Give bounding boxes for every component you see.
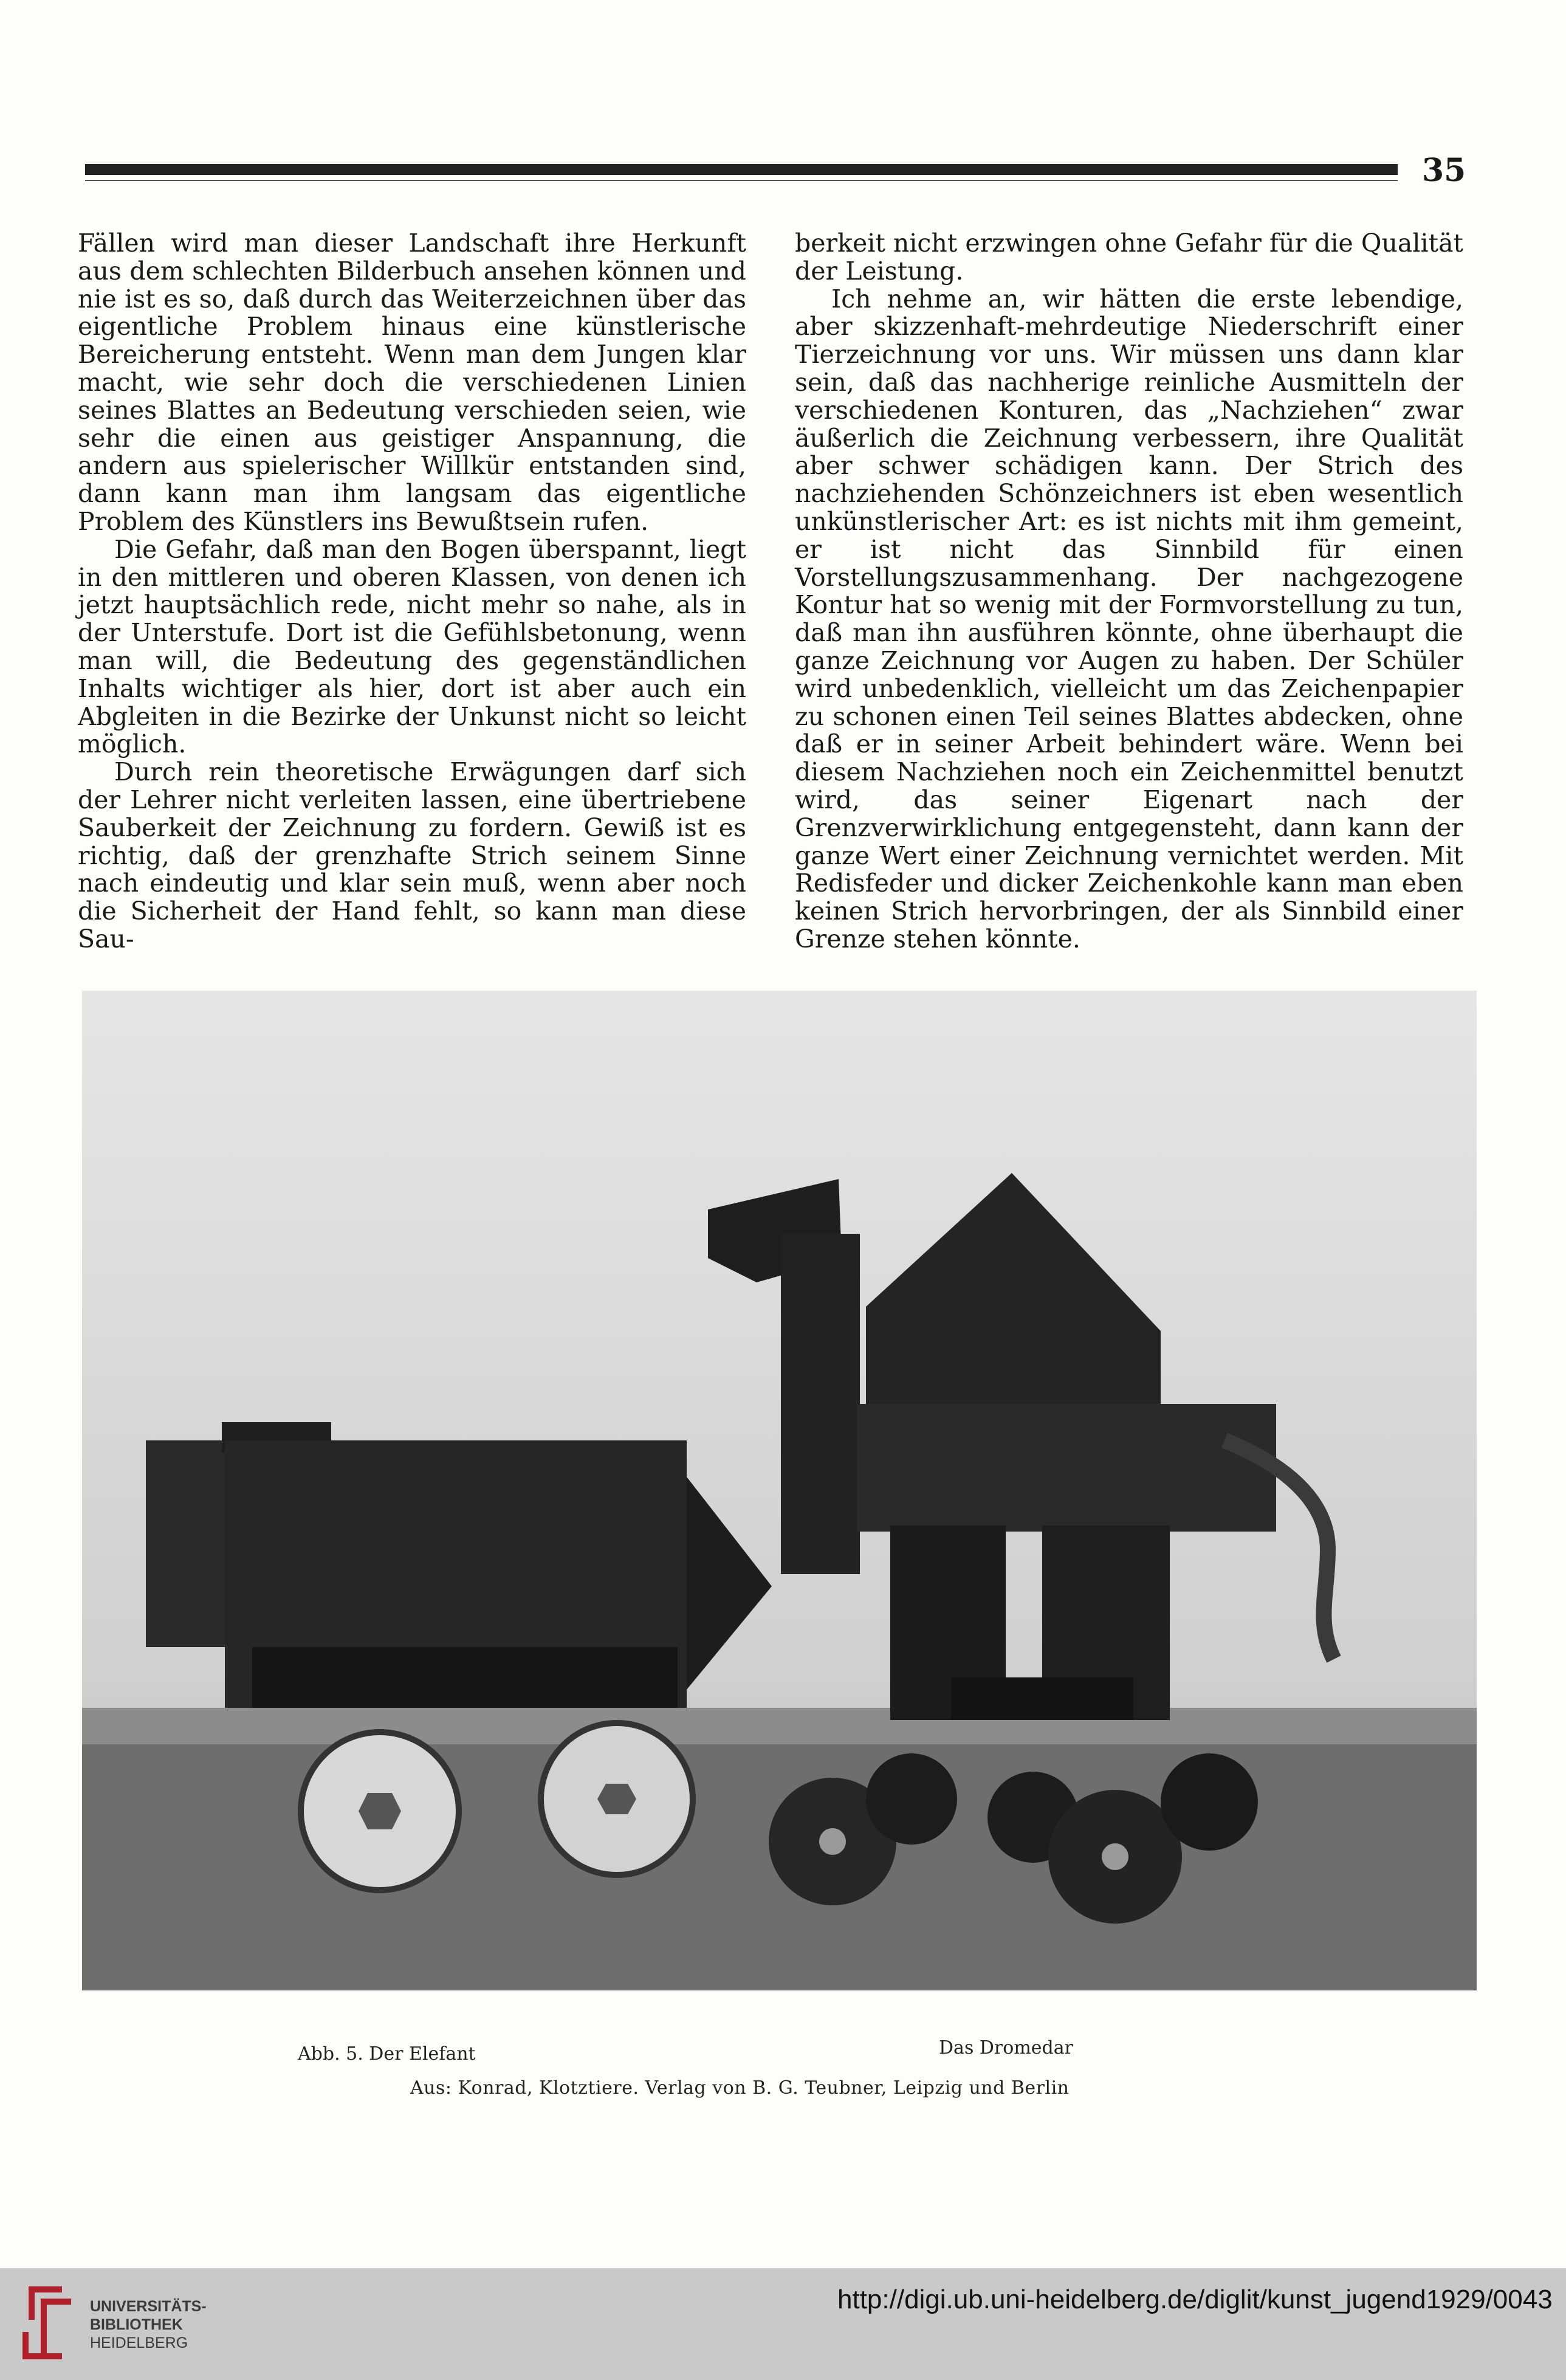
header-rule-thin bbox=[85, 180, 1398, 181]
library-line-1: UNIVERSITÄTS- bbox=[90, 2298, 207, 2315]
right-paragraph-1: berkeit nicht erzwingen ohne Gefahr für die Qualität der Leistung. bbox=[795, 229, 1463, 286]
library-name bbox=[90, 2297, 207, 2352]
library-line-2: BIBLIOTHEK bbox=[90, 2316, 183, 2333]
left-column bbox=[78, 230, 746, 954]
source-url[interactable]: http://digi.ub.uni-heidelberg.de/diglit/kunst_jugend1929/0043 bbox=[837, 2285, 1553, 2314]
caption-elephant: Abb. 5. Der Elefant bbox=[298, 2043, 476, 2065]
page-number: 35 bbox=[1422, 152, 1466, 189]
library-line-3: HEIDELBERG bbox=[90, 2334, 188, 2351]
right-column bbox=[795, 230, 1463, 954]
right-paragraph-2: Ich nehme an, wir hätten die erste lebendige, aber skizzenhaft-mehrdeutige Niederschrift einer Tierzeichnung vor uns. Wir müssen uns dann klar sein, daß das nachherige reinliche Ausmitteln der verschiedenen Konturen, das „Nachziehen“ zwar äußerlich die Zeichnung verbessern, ihre Qualität aber schwer schädigen kann. Der Strich des nachziehenden Schönzeichners ist eben wesentlich unkünstlerischer Art: es ist nichts mit ihm gemeint, er ist nicht das Sinnbild für einen Vorstellungszusammenhang. Der nachgezogene Kontur hat so wenig mit der Formvorstellung zu tun, daß man ihn ausführen könnte, ohne überhaupt die ganze Zeichnung vor Augen zu haben. Der Schüler wird unbedenklich, vielleicht um das Zeichenpapier zu schonen einen Teil seines Blattes abdecken, ohne daß er in seiner Arbeit behindert wäre. Wenn bei diesem Nachziehen noch ein Zeichenmittel benutzt wird, das seiner Eigenart nach der Grenzverwirklichung entgegensteht, dann kann der ganze Wert einer Zeichnung vernichtet werden. Mit Redisfeder und dicker Zeichenkohle kann man eben keinen Strich hervorbringen, der als Sinnbild einer Grenze stehen könnte. bbox=[795, 284, 1463, 954]
caption-dromedary: Das Dromedar bbox=[939, 2037, 1073, 2058]
photo-credit: Aus: Konrad, Klotztiere. Verlag von B. G. Teubner, Leipzig und Berlin bbox=[410, 2077, 1070, 2099]
left-paragraph-1: Fällen wird man dieser Landschaft ihre Herkunft aus dem schlechten Bilderbuch ansehen können und nie ist es so, daß durch das Weiterzeichnen über das eigentliche Problem hinaus eine künstlerische Bereicherung entsteht. Wenn man dem Jungen klar macht, wie sehr doch die verschiedenen Linien seines Blattes an Bedeutung verschieden seien, wie sehr die einen aus geistiger Anspannung, die andern aus spielerischer Willkür entstanden sind, dann kann man ihm langsam das eigentliche Problem des Künstlers ins Bewußtsein rufen. bbox=[78, 229, 746, 536]
left-paragraph-2: Die Gefahr, daß man den Bogen überspannt, liegt in den mittleren und oberen Klassen, von denen ich jetzt hauptsächlich rede, nicht mehr so nahe, als in der Unterstufe. Dort ist die Gefühlsbetonung, wenn man will, die Bedeutung des gegenständlichen Inhalts wichtiger als hier, dort ist aber auch ein Abgleiten in die Bezirke der Unkunst nicht so leicht möglich. bbox=[78, 534, 746, 759]
header-rule bbox=[85, 164, 1398, 175]
library-logo-icon bbox=[19, 2283, 80, 2362]
toy-animals-photo bbox=[82, 991, 1477, 1990]
library-footer bbox=[0, 2268, 1566, 2380]
left-paragraph-3: Durch rein theoretische Erwägungen darf sich der Lehrer nicht verleiten lassen, eine übertriebene Sauberkeit der Zeichnung zu fordern. Gewiß ist es richtig, daß der grenzhafte Strich seinem Sinne nach eindeutig und klar sein muß, wenn aber noch die Sicherheit der Hand fehlt, so kann man diese Sau- bbox=[78, 757, 746, 954]
